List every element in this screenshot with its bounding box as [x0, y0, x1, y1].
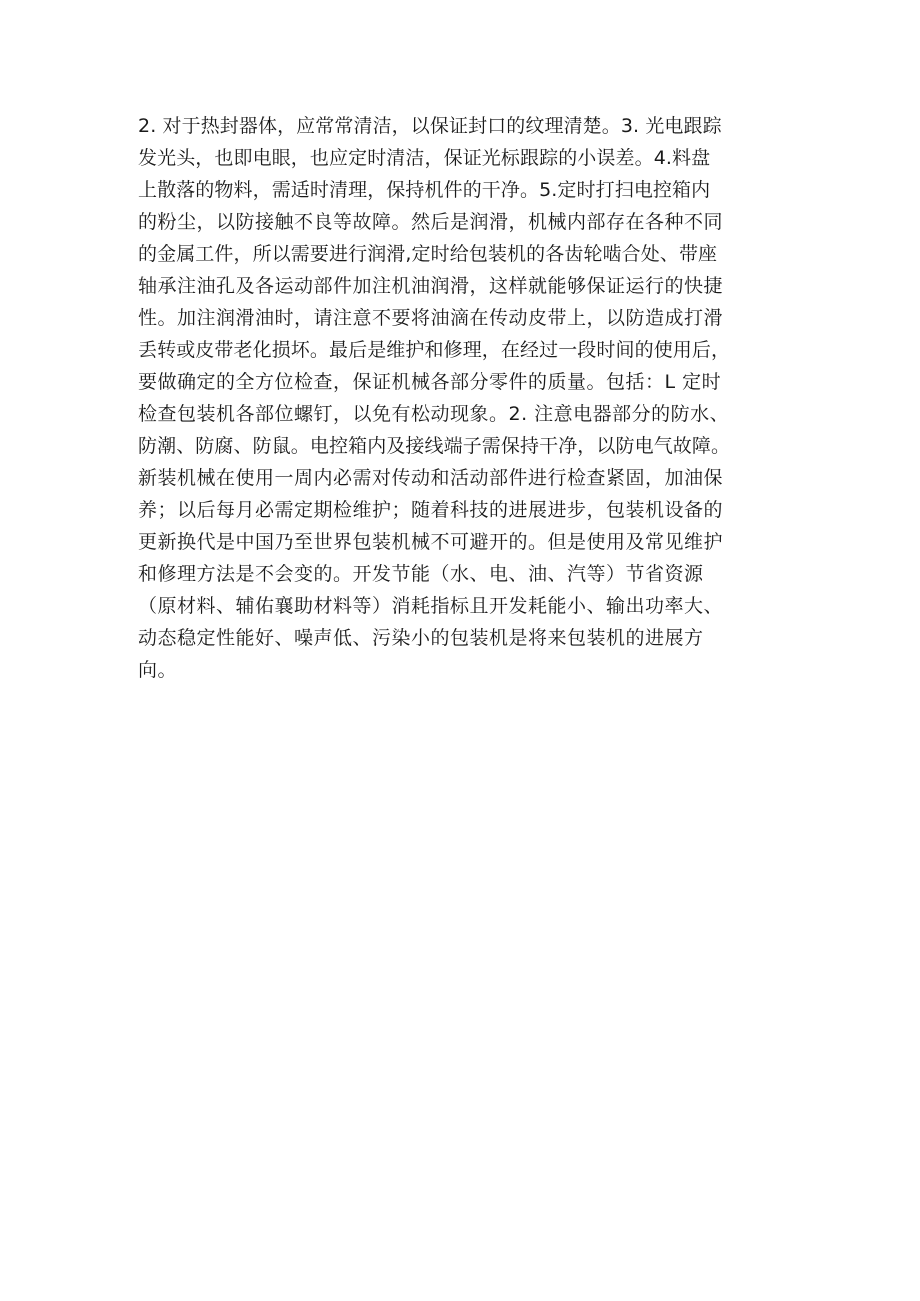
paragraph-line: 发光头，也即电眼，也应定时清洁，保证光标跟踪的小误差。4.料盘 — [138, 147, 711, 169]
paragraph-line: 性。加注润滑油时，请注意不要将油滴在传动皮带上，以防造成打滑 — [138, 307, 724, 329]
paragraph-line: 2. 对于热封器体，应常常清洁，以保证封口的纹理清楚。3. 光电跟踪 — [138, 115, 722, 137]
paragraph-line: 防潮、防腐、防鼠。电控箱内及接线端子需保持干净，以防电气故障。 — [138, 435, 731, 457]
paragraph-line: （原材料、辅佑襄助材料等）消耗指标且开发耗能小、输出功率大、 — [138, 595, 724, 617]
paragraph-line: 丢转或皮带老化损坏。最后是维护和修理，在经过一段时间的使用后， — [138, 339, 731, 361]
paragraph-line: 和修理方法是不会变的。开发节能（水、电、油、汽等）节省资源 — [138, 563, 704, 585]
paragraph-line: 的金属工件，所以需要进行润滑,定时给包装机的各齿轮啮合处、带座 — [138, 243, 718, 265]
paragraph-line: 的粉尘，以防接触不良等故障。然后是润滑，机械内部存在各种不同 — [138, 211, 724, 233]
paragraph-line: 上散落的物料，需适时清理，保持机件的干净。5.定时打扫电控箱内 — [138, 179, 711, 201]
paragraph-line: 检查包装机各部位螺钉，以免有松动现象。2. 注意电器部分的防水、 — [138, 403, 730, 425]
paragraph-line: 要做确定的全方位检查，保证机械各部分零件的质量。包括：L 定时 — [138, 371, 722, 393]
paragraph-line: 轴承注油孔及各运动部件加注机油润滑，这样就能够保证运行的快捷 — [138, 275, 724, 297]
paragraph-line: 向。 — [138, 659, 178, 681]
paragraph-line: 动态稳定性能好、噪声低、污染小的包装机是将来包装机的进展方 — [138, 627, 704, 649]
paragraph-line: 更新换代是中国乃至世界包装机械不可避开的。但是使用及常见维护 — [138, 531, 724, 553]
body-paragraph — [138, 110, 818, 686]
paragraph-line: 养；以后每月必需定期检维护；随着科技的进展进步，包装机设备的 — [138, 499, 724, 521]
paragraph-line: 新装机械在使用一周内必需对传动和活动部件进行检查紧固，加油保 — [138, 467, 724, 489]
